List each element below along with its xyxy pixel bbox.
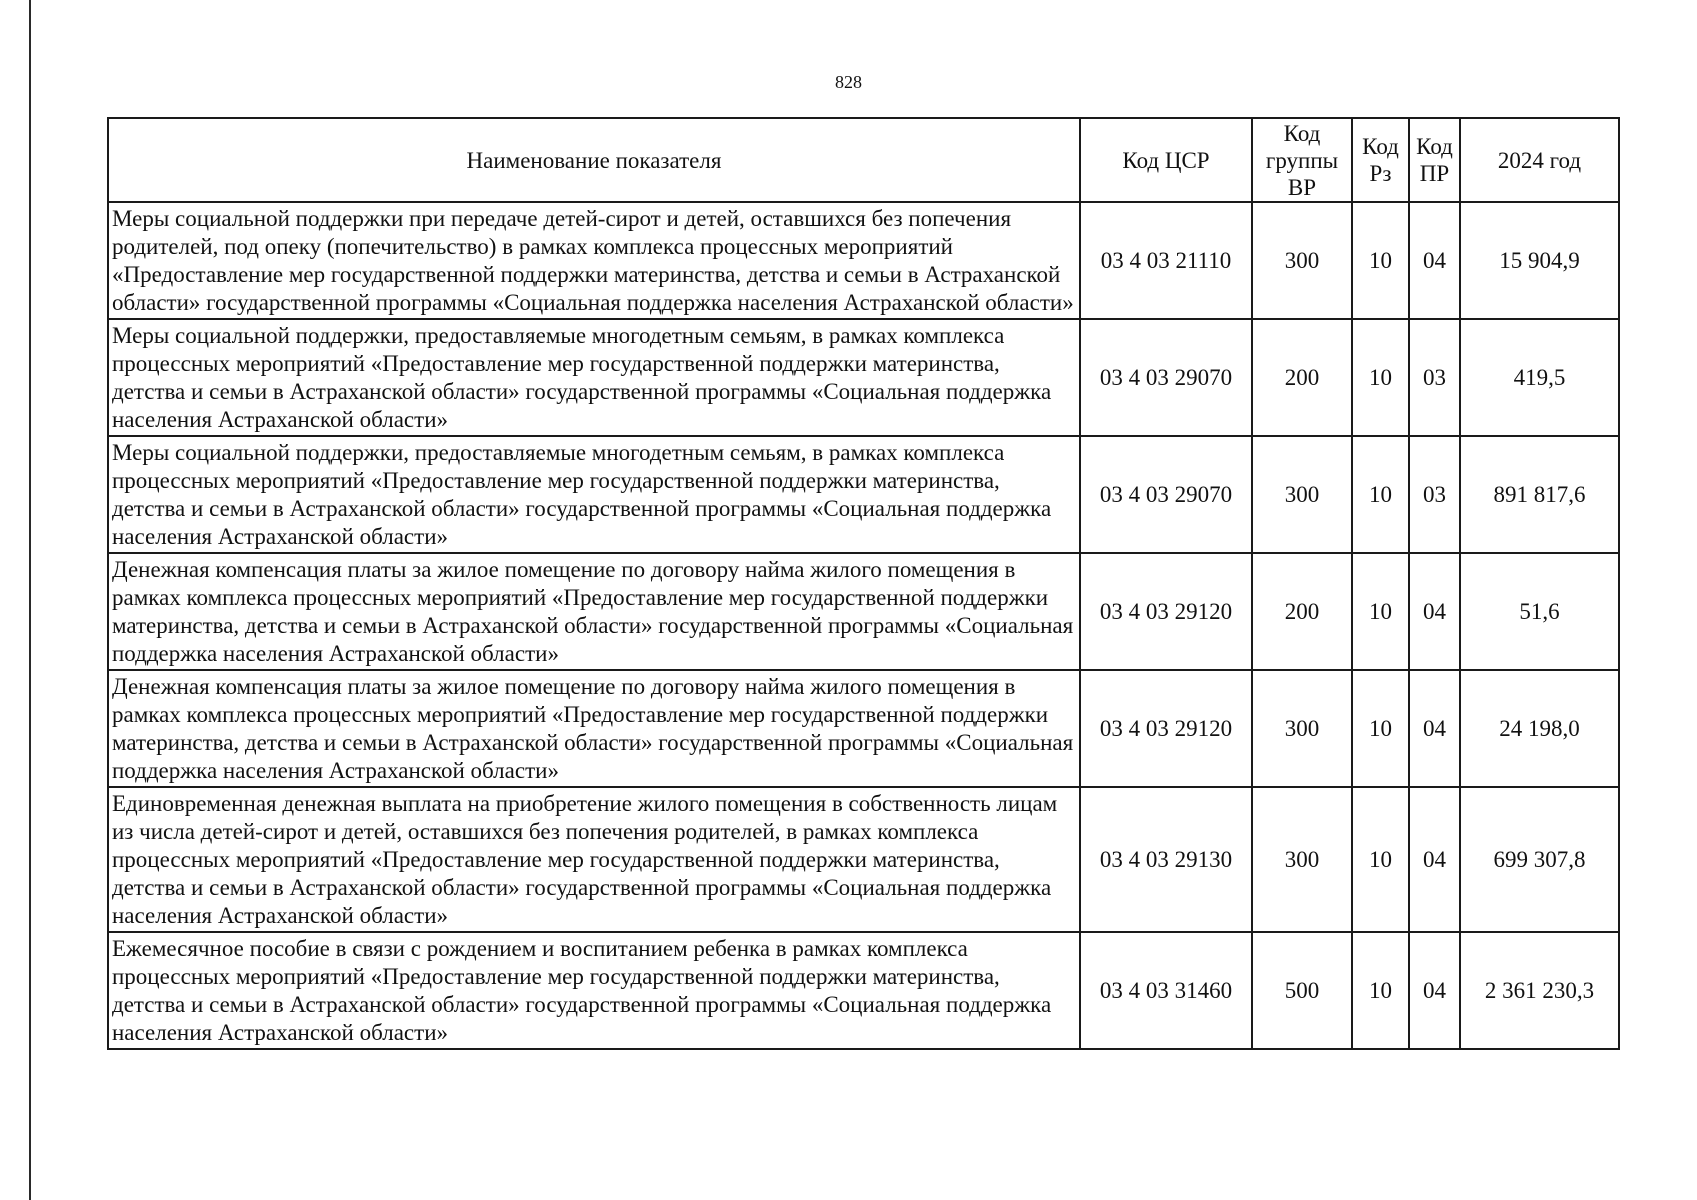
row-rz-code: 10: [1352, 932, 1409, 1049]
header-pr-line: ПР: [1419, 161, 1450, 186]
table-row: [108, 202, 1619, 319]
row-pr-code: 03: [1409, 319, 1460, 436]
row-name: Меры социальной поддержки при передаче детей-сирот и детей, оставшихся без попечения родителей, под опеку (попечительство) в рамках комплекса процессных мероприятий «Предоставление мер государственной поддержки материнства, детства и семьи в Астраханской области» государственной программы «Социальная поддержка населения Астраханской области»: [108, 202, 1080, 319]
header-vr-line: ВР: [1287, 174, 1317, 200]
row-csr-code: 03 4 03 29070: [1080, 436, 1252, 553]
row-rz-code: 10: [1352, 787, 1409, 932]
table-row: [108, 319, 1619, 436]
budget-table: [107, 117, 1620, 1050]
row-pr-code: 04: [1409, 553, 1460, 670]
table-header-row: [108, 118, 1619, 202]
table-row: [108, 436, 1619, 553]
row-csr-code: 03 4 03 29120: [1080, 670, 1252, 787]
row-amount: 419,5: [1460, 319, 1619, 436]
row-pr-code: 04: [1409, 932, 1460, 1049]
row-amount: 2 361 230,3: [1460, 932, 1619, 1049]
header-pr-code: [1409, 118, 1460, 202]
row-amount: 891 817,6: [1460, 436, 1619, 553]
row-name: Меры социальной поддержки, предоставляемые многодетным семьям, в рамках комплекса процессных мероприятий «Предоставление мер государственной поддержки материнства, детства и семьи в Астраханской области» государственной программы «Социальная поддержка населения Астраханской области»: [108, 319, 1080, 436]
left-margin-line: [29, 0, 31, 1200]
header-vr-line: группы: [1265, 147, 1339, 173]
row-csr-code: 03 4 03 29120: [1080, 553, 1252, 670]
row-rz-code: 10: [1352, 319, 1409, 436]
row-rz-code: 10: [1352, 436, 1409, 553]
row-pr-code: 04: [1409, 787, 1460, 932]
row-csr-code: 03 4 03 29070: [1080, 319, 1252, 436]
row-rz-code: 10: [1352, 202, 1409, 319]
row-amount: 699 307,8: [1460, 787, 1619, 932]
header-csr-code: Код ЦСР: [1080, 118, 1252, 202]
header-rz-line: Код: [1362, 134, 1399, 159]
row-csr-code: 03 4 03 31460: [1080, 932, 1252, 1049]
row-vr-code: 300: [1252, 787, 1352, 932]
header-rz-code: [1352, 118, 1409, 202]
row-name: Единовременная денежная выплата на приобретение жилого помещения в собственность лицам из числа детей-сирот и детей, оставшихся без попечения родителей, в рамках комплекса процессных мероприятий «Предоставление мер государственной поддержки материнства, детства и семьи в Астраханской области» государственной программы «Социальная поддержка населения Астраханской области»: [108, 787, 1080, 932]
table-row: [108, 932, 1619, 1049]
row-name: Денежная компенсация платы за жилое помещение по договору найма жилого помещения в рамках комплекса процессных мероприятий «Предоставление мер государственной поддержки материнства, детства и семьи в Астраханской области» государственной программы «Социальная поддержка населения Астраханской области»: [108, 553, 1080, 670]
header-pr-line: Код: [1416, 134, 1453, 159]
row-name: Ежемесячное пособие в связи с рождением и воспитанием ребенка в рамках комплекса процессных мероприятий «Предоставление мер государственной поддержки материнства, детства и семьи в Астраханской области» государственной программы «Социальная поддержка населения Астраханской области»: [108, 932, 1080, 1049]
row-vr-code: 200: [1252, 553, 1352, 670]
row-pr-code: 03: [1409, 436, 1460, 553]
row-pr-code: 04: [1409, 670, 1460, 787]
row-vr-code: 300: [1252, 202, 1352, 319]
page-number: 828: [835, 72, 862, 92]
row-amount: 51,6: [1460, 553, 1619, 670]
row-amount: 15 904,9: [1460, 202, 1619, 319]
row-pr-code: 04: [1409, 202, 1460, 319]
row-vr-code: 500: [1252, 932, 1352, 1049]
table-row: [108, 670, 1619, 787]
row-csr-code: 03 4 03 21110: [1080, 202, 1252, 319]
row-vr-code: 300: [1252, 436, 1352, 553]
row-name: Меры социальной поддержки, предоставляемые многодетным семьям, в рамках комплекса процессных мероприятий «Предоставление мер государственной поддержки материнства, детства и семьи в Астраханской области» государственной программы «Социальная поддержка населения Астраханской области»: [108, 436, 1080, 553]
header-year-2024: 2024 год: [1460, 118, 1619, 202]
row-rz-code: 10: [1352, 553, 1409, 670]
header-name: Наименование показателя: [108, 118, 1080, 202]
header-rz-line: Рз: [1369, 161, 1392, 186]
header-vr-line: Код: [1283, 120, 1321, 146]
row-vr-code: 200: [1252, 319, 1352, 436]
row-amount: 24 198,0: [1460, 670, 1619, 787]
header-vr-code: [1252, 118, 1352, 202]
table-row: [108, 787, 1619, 932]
row-rz-code: 10: [1352, 670, 1409, 787]
row-name: Денежная компенсация платы за жилое помещение по договору найма жилого помещения в рамках комплекса процессных мероприятий «Предоставление мер государственной поддержки материнства, детства и семьи в Астраханской области» государственной программы «Социальная поддержка населения Астраханской области»: [108, 670, 1080, 787]
table-row: [108, 553, 1619, 670]
row-vr-code: 300: [1252, 670, 1352, 787]
row-csr-code: 03 4 03 29130: [1080, 787, 1252, 932]
